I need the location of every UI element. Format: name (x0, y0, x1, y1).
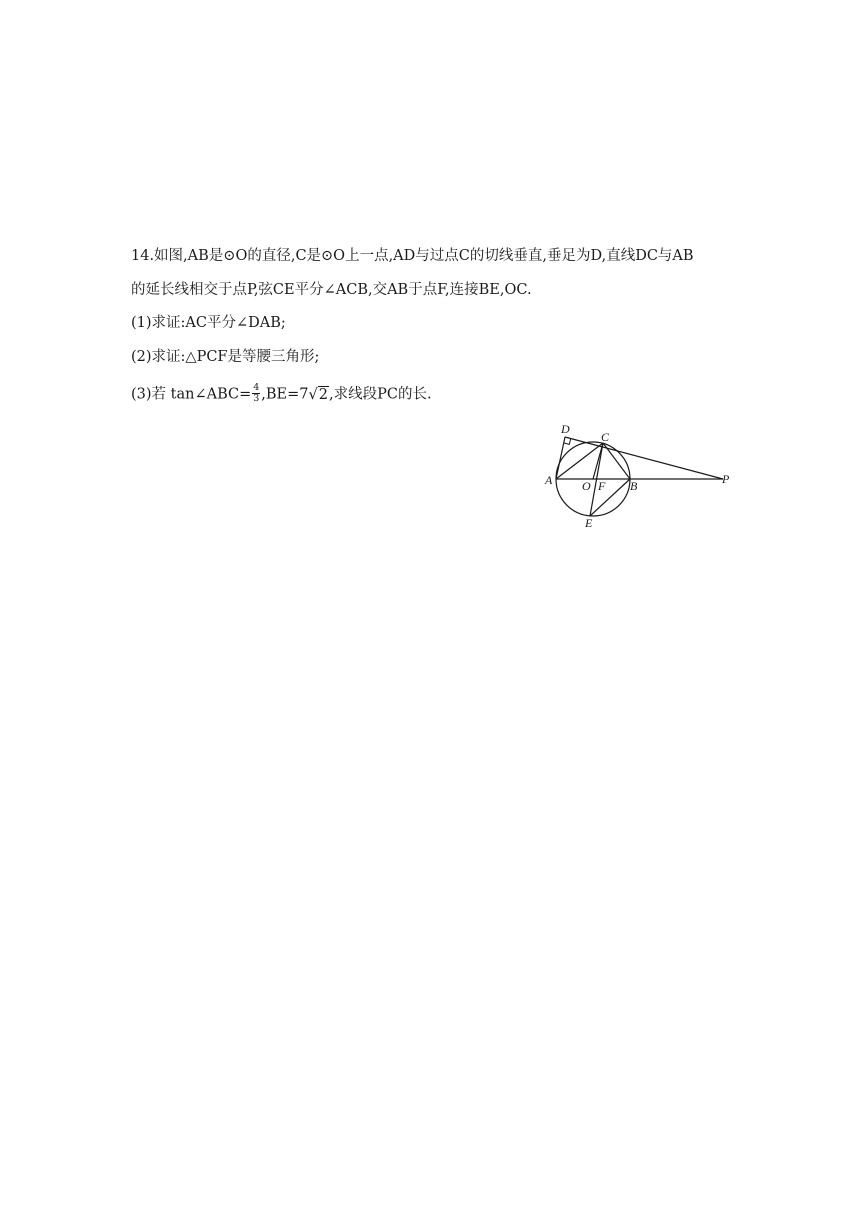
problem-line-2 (131, 280, 532, 300)
radicand: 2 (318, 386, 329, 403)
problem-line-1 (131, 246, 694, 266)
part-3-suffix: ,求线段PC的长. (329, 386, 432, 403)
problem-line-1-text: 14.如图,AB是⊙O的直径,C是⊙O上一点,AD与过点C的切线垂直,垂足为D,直线DC与AB (131, 248, 694, 264)
square-root: √2 (308, 386, 329, 403)
problem-part-2 (131, 347, 319, 367)
fraction-numerator: 4 (253, 382, 260, 393)
problem-part-1 (131, 313, 286, 333)
label-d: D (561, 422, 570, 436)
problem-part-3 (131, 384, 432, 405)
part-3-prefix: (3)若 tan∠ABC= (131, 386, 252, 403)
tangent-line-d-p (565, 437, 723, 479)
label-f: F (598, 479, 606, 493)
part-1-text: (1)求证:AC平分∠DAB; (131, 315, 286, 331)
label-b: B (630, 479, 638, 493)
label-e: E (585, 516, 593, 530)
label-a: A (545, 473, 553, 487)
geometry-figure (540, 420, 740, 535)
label-c: C (601, 430, 610, 444)
label-p: P (722, 472, 730, 486)
part-3-middle: ,BE=7 (261, 386, 309, 403)
problem-line-2-text: 的延长线相交于点P,弦CE平分∠ACB,交AB于点F,连接BE,OC. (131, 282, 532, 298)
fraction-four-thirds (252, 383, 260, 404)
label-o: O (582, 479, 591, 493)
fraction-denominator: 3 (253, 393, 260, 404)
part-2-text: (2)求证:△PCF是等腰三角形; (131, 349, 320, 365)
